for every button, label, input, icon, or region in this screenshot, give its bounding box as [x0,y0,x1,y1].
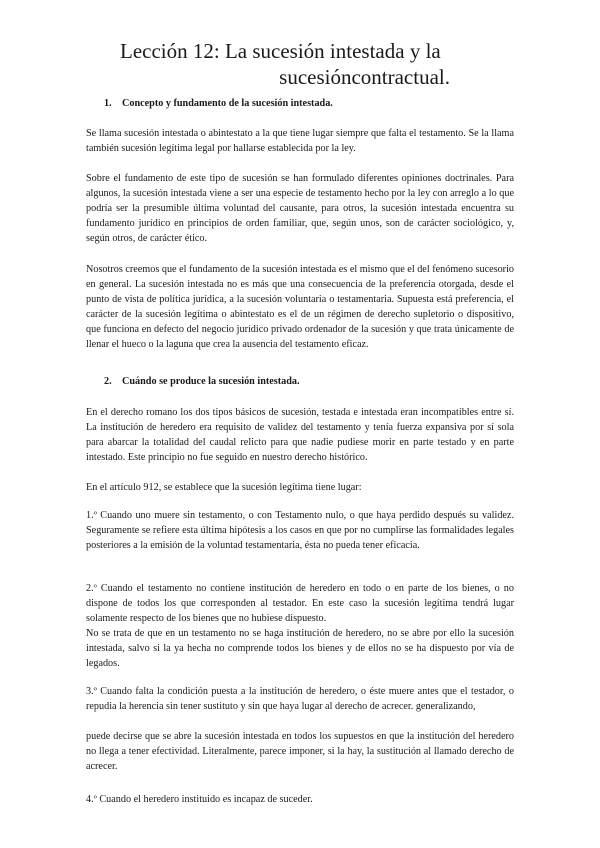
title-line-2: sucesióncontractual. [279,65,450,89]
paragraph: 2.º Cuando el testamento no contiene institución de heredero en todo o en parte de los bienes, o no dispone de todos los que corresponden al testador. En este caso la sucesión legítima tendrá lugar solamente respecto de los bienes que no hubiese dispuesto. [86,583,514,624]
section-number: 2. [104,376,112,387]
paragraph: Se llama sucesión intestada o abintestato a la que tiene lugar siempre que falta el testamento. Se la llama también sucesión legítima legal por hallarse establecida por la ley. [86,128,514,154]
paragraph: No se trata de que en un testamento no se haga institución de heredero, no se abre por ello la sucesión intestada, salvo si la ya hecha no comprende todos los bienes y de ellos no se ha dispuesto por vía de legados. [86,628,514,669]
section-heading-text: Concepto y fundamento de la sucesión intestada. [122,98,333,109]
paragraph: Nosotros creemos que el fundamento de la sucesión intestada es el mismo que el del fenómeno sucesorio en general. La sucesión intestada no es más que una consecuencia de la preferencia otorgada, desde el punto de vista de política jurídica, a la sucesión voluntaria o testamentaria. Supuesta está preferencia, el carácter de la sucesión legítima o abintestato es el de un régimen de derecho supletorio o dispositivo, que funciona en defecto del negocio jurídico privado ordenador de la sucesión y que trata únicamente de llenar el hueco o la laguna que crea la ausencia del testamento eficaz. [86,264,514,350]
section-number: 1. [104,98,112,109]
paragraph: Sobre el fundamento de este tipo de sucesión se han formulado diferentes opiniones doctrinales. Para algunos, la sucesión intestada viene a ser una especie de testamento hecho por la ley con arreglo a lo que podría ser la presumible última voluntad del causante, para otros, la sucesión intestada encuentra su fundamento jurídico en principios de orden familiar, que, según unos, son de carácter sociológico, y, según otros, de carácter ético. [86,173,514,244]
paragraph: En el artículo 912, se establece que la sucesión legítima tiene lugar: [86,482,362,493]
paragraph: 1.º Cuando uno muere sin testamento, o con Testamento nulo, o que haya perdido después su validez. Seguramente se refiere esta última hipótesis a los casos en que por no cumplirse las formalidades legales posteriores a la emisión de la voluntad testamentaria, ésta no pueda tener eficacia. [86,510,514,551]
section-heading-2 [104,376,300,387]
paragraph: 4.º Cuando el heredero instituido es incapaz de suceder. [86,794,313,805]
section-heading-1 [104,98,333,109]
paragraph: En el derecho romano los dos tipos básicos de sucesión, testada e intestada eran incompatibles entre sí. La institución de heredero era requisito de validez del testamento y tenía fuerza expansiva por sí sola para abarcar la totalidad del caudal relicto para que nadie pudiese morir en parte testado y en parte intestado. Este principio no fue seguido en nuestro derecho histórico. [86,407,514,463]
section-heading-text: Cuándo se produce la sucesión intestada. [122,376,300,387]
paragraph: 3.º Cuando falta la condición puesta a la institución de heredero, o éste muere antes que el testador, o repudia la herencia sin tener sustituto y sin que haya lugar al derecho de acrecer. generalizando, [86,686,514,712]
title-line-1: Lección 12: La sucesión intestada y la [120,39,441,63]
lesson-title [120,38,450,90]
paragraph: puede decirse que se abre la sucesión intestada en todos los supuestos en que la institución del heredero no llega a tener efectividad. Literalmente, parece imponer, si la hay, la sustitución al llamado derecho de acrecer. [86,731,514,772]
